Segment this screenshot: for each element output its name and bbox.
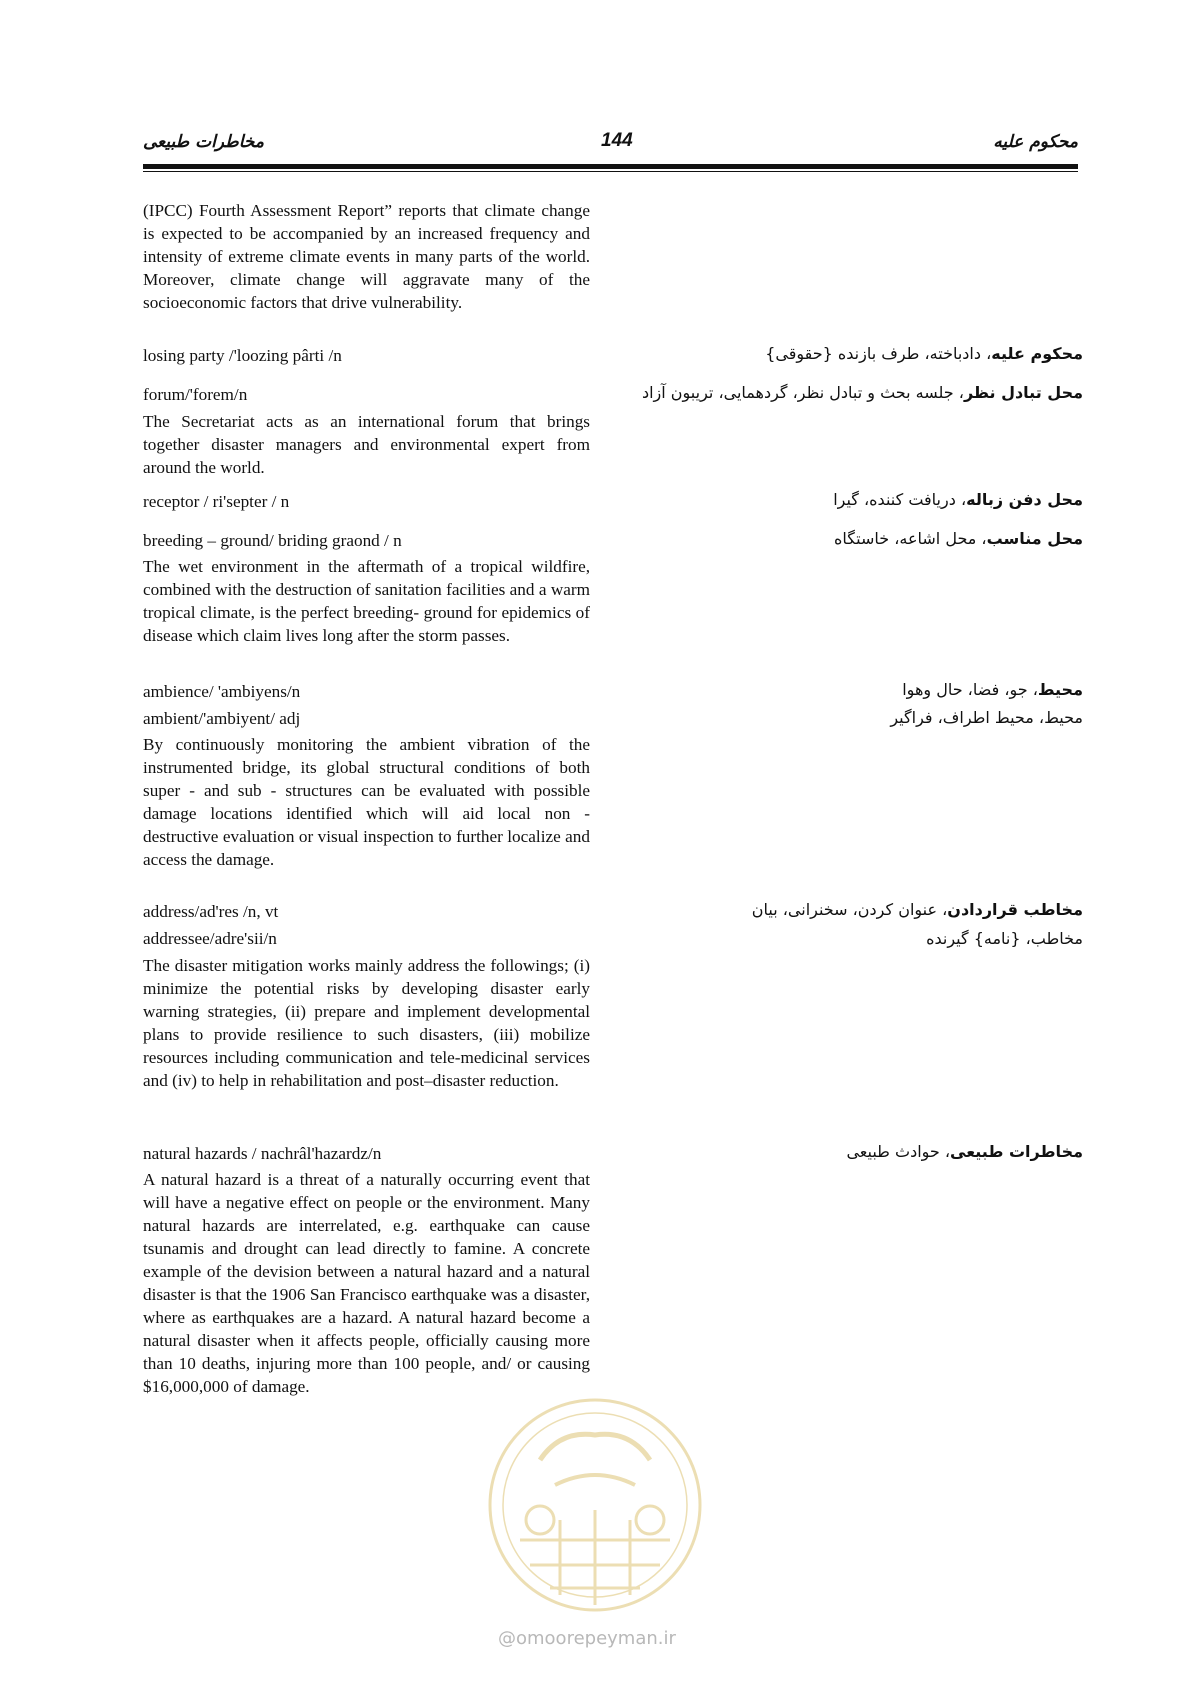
- persian-entry-addressee: مخاطب، {نامه} گیرنده: [926, 929, 1083, 948]
- watermark-stamp: [480, 1390, 710, 1620]
- term-natural-hazards: natural hazards / nachrâl'hazardz/n: [143, 1144, 382, 1163]
- persian-entry-ambience: محیط، جو، فضا، حال وهوا: [902, 680, 1083, 699]
- example-paragraph-ambient: By continuously monitoring the ambient vibration of the instrumented bridge, its global structural conditions of both super - and sub - structures can be evaluated with possible damage locations identified which will aid local non - destructive evaluation or visual inspection to further localize and access the damage.: [143, 735, 590, 869]
- example-paragraph-address: The disaster mitigation works mainly address the followings; (i) minimize the potential risks by developing disaster early warning strategies, (ii) prepare and implement developmental plans to provide resilience to such disasters, (iii) mobilize resources including communication and tele-medicinal services and (iv) to help in rehabilitation and post–disaster reduction.: [143, 956, 590, 1090]
- example-paragraph-natural-hazards: A natural hazard is a threat of a naturally occurring event that will have a negative effect on people or the environment. Many natural hazards are interrelated, e.g. earthquake can cause tsunamis and drought can lead directly to famine. A concrete example of the devision between a natural hazard and a natural disaster is that the 1906 San Francisco earthquake was a disaster, where as earthquakes are a hazard. A natural hazard become a natural disaster when it affects people, officially causing more than 10 deaths, injuring more than 100 people, and/ or causing $16,000,000 of damage.: [143, 1170, 590, 1396]
- header-rule-thin: [143, 171, 1078, 172]
- persian-entry-losing-party: محکوم علیه، دادباخته، طرف بازنده {حقوقی}: [765, 344, 1083, 363]
- term-ambience: ambience/ 'ambiyens/n: [143, 682, 301, 701]
- example-paragraph-forum: The Secretariat acts as an international forum that brings together disaster managers and environmental expert from around the world.: [143, 412, 590, 477]
- persian-entry-natural-hazards: مخاطرات طبیعی، حوادث طبیعی: [846, 1142, 1083, 1161]
- example-paragraph-ipcc: (IPCC) Fourth Assessment Report” reports that climate change is expected to be accompanied by an increased frequency and intensity of extreme climate events in many parts of the world. Moreover, climate change will aggravate many of the socioeconomic factors that drive vulnerability.: [143, 201, 590, 312]
- header-rule-thick: [143, 164, 1078, 169]
- persian-entry-receptor: محل دفن زباله، دریافت کننده، گیرا: [833, 490, 1083, 509]
- term-breeding-ground: breeding – ground/ briding graond / n: [143, 531, 402, 550]
- stamp-logo-icon: [490, 1400, 700, 1610]
- term-receptor: receptor / ri'septer / n: [143, 492, 290, 511]
- header-chapter-title: مخاطرات طبیعی: [143, 132, 264, 152]
- term-addressee: addressee/adre'sii/n: [143, 929, 277, 948]
- persian-entry-forum: محل تبادل نظر، جلسه بحث و تبادل نظر، گردهمایی، تریبون آزاد: [641, 383, 1083, 402]
- example-paragraph-breeding-ground: The wet environment in the aftermath of a tropical wildfire, combined with the destruction of sanitation facilities and a warm tropical climate, is the perfect breeding- ground for epidemics of disease which claim lives long after the storm passes.: [143, 557, 590, 645]
- header-entry-title: محکوم علیه: [993, 132, 1078, 152]
- term-ambient: ambient/'ambiyent/ adj: [143, 709, 301, 728]
- term-losing-party: losing party /'loozing pârti /n: [143, 346, 342, 365]
- persian-entry-breeding-ground: محل مناسب، محل اشاعه، خاستگاه: [834, 529, 1083, 548]
- persian-entry-ambient: محیط، محیط اطراف، فراگیر: [890, 708, 1083, 727]
- watermark-site: @omoorepeyman.ir: [498, 1628, 676, 1649]
- page-number: 144: [601, 130, 633, 151]
- term-address: address/ad'res /n, vt: [143, 902, 279, 921]
- term-forum: forum/'forem/n: [143, 385, 248, 404]
- persian-entry-address: مخاطب قراردادن، عنوان کردن، سخنرانی، بیان: [751, 900, 1083, 919]
